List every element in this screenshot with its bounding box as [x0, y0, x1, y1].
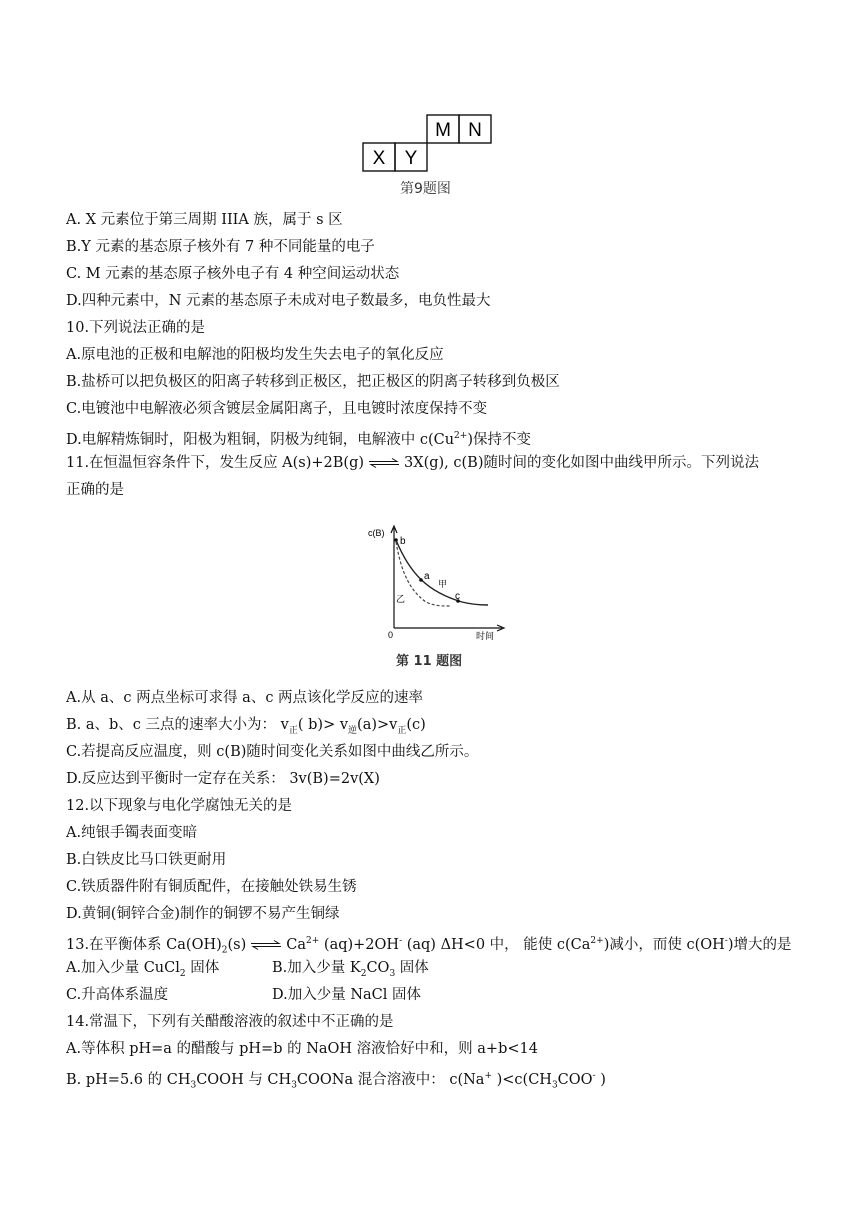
q13-option-a — [66, 958, 219, 984]
point-b-marker — [394, 538, 398, 542]
y-axis-label: c(B) — [368, 528, 385, 538]
q13-b-pre: B.加入少量 K — [272, 960, 361, 976]
q10-option-c: C.电镀池中电解液必须含镀层金属阳离子，且电镀时浓度保持不变 — [66, 401, 488, 417]
q14-b-sup1: + — [484, 1071, 492, 1081]
q14-b-post: ) — [595, 1071, 606, 1088]
q14-b-sub2: 3 — [291, 1080, 297, 1091]
curve-jia-label: 甲 — [438, 580, 448, 590]
cell-y: Y — [404, 148, 418, 169]
q10-option-b: B.盐桥可以把负极区的阳离子转移到正极区，把正极区的阴离子转移到负极区 — [66, 374, 560, 390]
point-a-label: a — [424, 571, 430, 582]
q13-option-b — [272, 958, 429, 984]
q11-stem — [66, 453, 759, 473]
figure-9 — [362, 114, 492, 174]
q11-stem-line2: 正确的是 — [66, 482, 124, 498]
cell-x: X — [372, 148, 386, 169]
q11-b-m1: ( b)> v — [297, 717, 349, 733]
q13-a-sub: 2 — [179, 968, 186, 979]
q11-b-sub2: 逆 — [348, 725, 358, 736]
cell-m: M — [435, 120, 451, 141]
figure-9-grid — [362, 114, 492, 174]
q10-d-pre: D.电解精炼铜时，阳极为粗铜，阴极为纯铜，电解液中 c(Cu — [66, 431, 455, 448]
x-axis-label: 时间 — [476, 632, 495, 642]
q10-d-post: )保持不变 — [467, 431, 531, 448]
q11-b-sub1: 正 — [288, 725, 298, 736]
q11-b-post: (c) — [406, 717, 426, 733]
figure-11-caption: 第 11 题图 — [396, 654, 463, 669]
q13-stem-m2: Ca — [286, 936, 307, 953]
q12-option-d: D.黄铜(铜锌合金)制作的铜锣不易产生铜绿 — [66, 906, 340, 922]
q10-option-d — [66, 426, 531, 450]
q11-b-sub3: 正 — [397, 725, 407, 736]
q14-b-sup2: - — [592, 1071, 596, 1081]
equilibrium-arrow-icon — [250, 940, 282, 950]
q13-stem-m4: (aq) ΔH<0 中， 能使 c(Ca — [402, 936, 591, 953]
q11-b-m2: (a)>v — [357, 717, 398, 733]
q10-stem: 10.下列说法正确的是 — [66, 320, 206, 336]
q13-stem-m5: )减小，而使 c(OH — [603, 936, 725, 953]
q13-stem-sup3: 2+ — [590, 936, 604, 946]
q14-option-b — [66, 1066, 606, 1096]
q9-option-b: B.Y 元素的基态原子核外有 7 种不同能量的电子 — [66, 239, 375, 255]
point-a-marker — [419, 578, 423, 582]
q9-option-c: C. M 元素的基态原子核外电子有 4 种空间运动状态 — [66, 266, 400, 282]
q14-stem: 14.常温下，下列有关醋酸溶液的叙述中不正确的是 — [66, 1014, 394, 1030]
q13-a-post: 固体 — [185, 960, 220, 976]
q10-option-a: A.原电池的正极和电解池的阳极均发生失去电子的氧化反应 — [66, 347, 444, 363]
q12-option-b: B.白铁皮比马口铁更耐用 — [66, 852, 227, 868]
q14-b-m4: COO — [557, 1071, 593, 1088]
q11-option-c: C.若提高反应温度，则 c(B)随时间变化关系如图中曲线乙所示。 — [66, 744, 479, 760]
point-b-label: b — [400, 536, 406, 547]
origin-label: 0 — [388, 630, 394, 640]
q12-option-c: C.铁质器件附有铜质配件，在接触处铁易生锈 — [66, 879, 357, 895]
q13-stem-m1: (s) — [227, 936, 247, 953]
q13-stem-m3: (aq)+2OH — [319, 936, 400, 953]
cell-n: N — [468, 120, 482, 141]
q13-b-mid: CO — [366, 960, 390, 976]
q14-b-pre: B. pH=5.6 的 CH — [66, 1071, 191, 1088]
figure-11 — [366, 524, 506, 644]
q14-b-m1: COOH 与 CH — [196, 1071, 292, 1088]
q11-b-pre: B. a、b、c 三点的速率大小为： v — [66, 717, 289, 733]
q12-stem: 12.以下现象与电化学腐蚀无关的是 — [66, 798, 293, 814]
q13-option-d: D.加入少量 NaCl 固体 — [272, 987, 421, 1003]
point-c-label: c — [455, 591, 460, 602]
q11-option-b — [66, 715, 426, 741]
q13-b-sub1: 2 — [360, 968, 367, 979]
q14-option-a: A.等体积 pH=a 的醋酸与 pH=b 的 NaOH 溶液恰好中和，则 a+b<14 — [66, 1041, 538, 1057]
q13-stem-sup1: 2+ — [306, 936, 320, 946]
q14-b-m2: COONa 混合溶液中： c(Na — [296, 1071, 485, 1088]
q13-a-pre: A.加入少量 CuCl — [66, 960, 180, 976]
q13-b-post: 固体 — [395, 960, 429, 976]
q11-option-d: D.反应达到平衡时一定存在关系： 3v(B)=2v(X) — [66, 771, 380, 787]
q13-stem-pre: 13.在平衡体系 Ca(OH) — [66, 936, 222, 953]
figure-9-caption: 第9题图 — [400, 181, 451, 197]
q14-b-sub1: 3 — [190, 1080, 197, 1091]
q9-option-a: A. X 元素位于第三周期 IIIA 族，属于 s 区 — [66, 212, 343, 228]
q13-stem-sup2: - — [399, 936, 403, 946]
q14-b-m3: )<c(CH — [492, 1071, 552, 1088]
q11-option-a: A.从 a、c 两点坐标可求得 a、c 两点该化学反应的速率 — [66, 690, 424, 706]
q12-option-a: A.纯银手镯表面变暗 — [66, 825, 198, 841]
figure-11-plot — [366, 524, 506, 644]
q13-stem — [66, 931, 791, 961]
q14-b-sub3: 3 — [551, 1080, 558, 1091]
q9-option-d: D.四种元素中，N 元素的基态原子未成对电子数最多，电负性最大 — [66, 293, 491, 309]
q13-stem-post: )增大的是 — [727, 936, 792, 953]
q11-stem-pre: 11.在恒温恒容条件下，发生反应 A(s)+2B(g) — [66, 455, 365, 471]
curve-jia — [396, 540, 488, 605]
q11-stem-post: 3X(g), c(B)随时间的变化如图中曲线甲所示。下列说法 — [404, 455, 759, 471]
q13-option-c: C.升高体系温度 — [66, 987, 169, 1003]
q10-d-sup: 2+ — [454, 431, 468, 441]
q13-stem-sup4: - — [724, 936, 728, 946]
q13-stem-sub1: 2 — [221, 945, 228, 956]
q13-b-sub2: 3 — [389, 968, 396, 979]
curve-yi-label: 乙 — [396, 595, 406, 605]
equilibrium-arrow-icon — [368, 458, 400, 468]
